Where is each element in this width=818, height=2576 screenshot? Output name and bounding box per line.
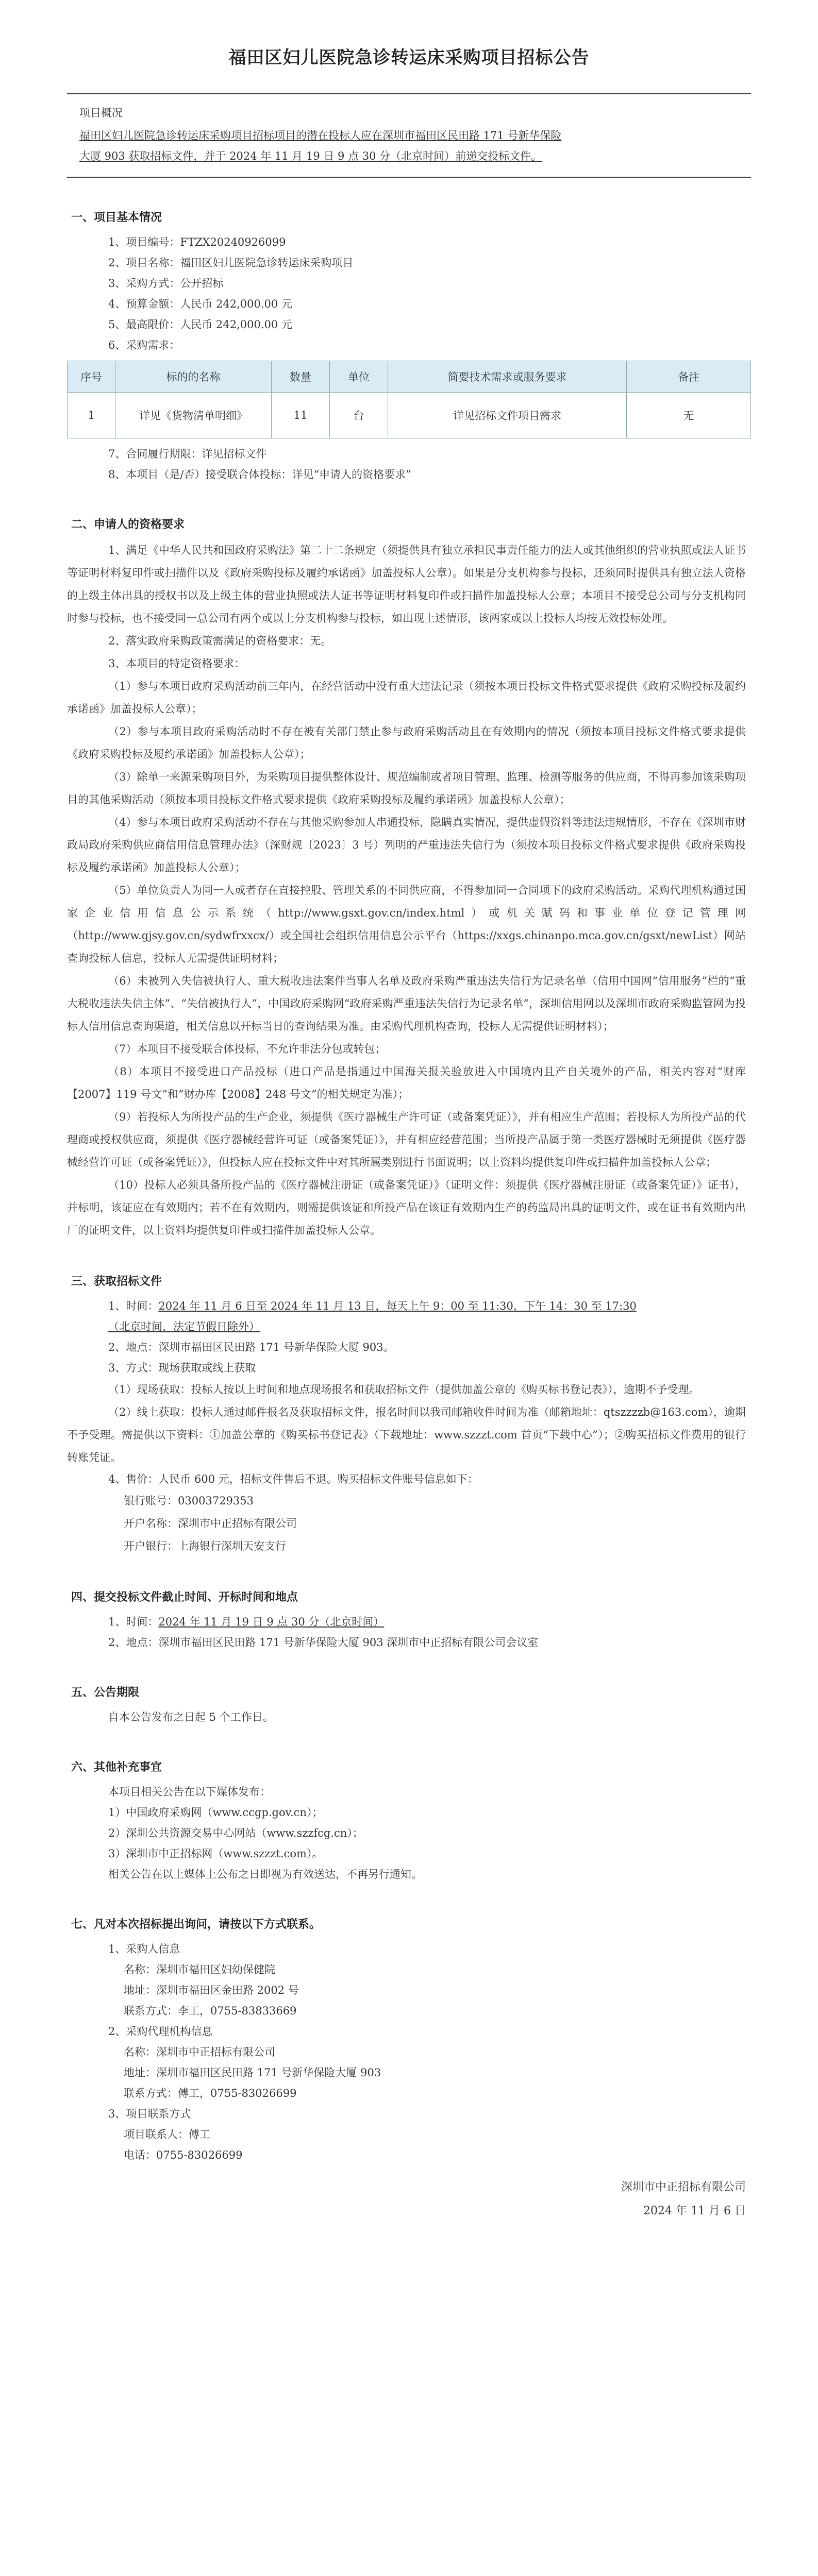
deadline-time (67, 1612, 751, 1632)
media-note: 相关公告在以上媒体上公布之日即视为有效送达，不再另行通知。 (108, 1868, 422, 1880)
agency-name: 名称：深圳市中正招标有限公司 (124, 2046, 275, 2058)
qualification-item-9: （9）若投标人为所投产品的生产企业，须提供《医疗器械生产许可证（或备案凭证）》，并有相应生产范围；若投标人为所投产品的代理商或授权供应商，须提供《医疗器械经营许可证（或备案凭证）》，并有相应经营范围；当所投产品属于第一类医疗器械时无须提供《医疗器械经营许可证（或备案凭证）》，但投标人应在投标文件中对其所属类别进行书面说明；以上资料均提供复印件或扫描件加盖投标人公章； (67, 1111, 746, 1168)
qualification-item-1: （1）参与本项目政府采购活动前三年内，在经营活动中没有重大违法记录（须按本项目投标文件格式要求提供《政府采购投标及履约承诺函》加盖投标人公章）； (67, 680, 746, 715)
qualification-para-1: 1、满足《中华人民共和国政府采购法》第二十二条规定（须提供具有独立承担民事责任能力的法人或其他组织的营业执照或法人证书等证明材料复印件或扫描件以及《政府采购投标及履约承诺函》加盖投标人公章）。如果是分支机构参与投标，还须同时提供具有独立法人资格的上级主体出具的授权书以及上级主体的营业执照或法人证书等证明材料复印件或扫描件加盖投标人公章；本项目不接受总公司与分支机构同时参与投标，也不接受同一总公司有两个或以上分支机构参与投标，如出现上述情形，该两家或以上投标人均按无效投标处理。 (67, 544, 746, 624)
obtain-onsite: （1）现场获取：投标人按以上时间和地点现场报名和获取招标文件（提供加盖公章的《购买标书登记表》），逾期不予受理。 (108, 1383, 700, 1396)
overview-text-b: 大厦 903 获取招标文件，并于 2024 年 11 月 19 日 9 点 30 分（北京时间）前递交投标文件。 (79, 150, 542, 162)
obtain-time-value: 2024 年 11 月 6 日至 2024 年 11 月 13 日，每天上午 9：00 至 11:30，下午 14：30 至 17:30 (158, 1300, 637, 1312)
qualification-item-5: （5）单位负责人为同一人或者存在直接控股、管理关系的不同供应商，不得参加同一合同项下的政府采购活动。采购代理机构通过国家企业信用信息公示系统（http://www.gsxt.gov.cn/index.html）或机关赋码和事业单位登记管理网（http://www.gjsy.gov.cn/sydwfrxxcx/）或全国社会组织信用信息公示平台（https://xxgs.chinanpo.mca.gov.cn/gsxt/newList）网站查询投标人信息，投标人无需提供证明材料； (67, 884, 746, 964)
obtain-method: 3、方式：现场获取或线上获取 (108, 1362, 256, 1374)
table-header-cell: 备注 (627, 361, 751, 393)
section-contact-title: 七、凡对本次招标提出询问，请按以下方式联系。 (71, 1918, 321, 1931)
requirement-table (67, 361, 751, 438)
agency-info-heading: 2、采购代理机构信息 (108, 2025, 213, 2038)
signature-company: 深圳市中正招标有限公司 (621, 2181, 746, 2194)
purchaser-info-heading: 1、采购人信息 (108, 1943, 180, 1955)
qualification-item-8: （8）本项目不接受进口产品投标（进口产品是指通过中国海关报关验放进入中国境内且产自关境外的产品，相关内容对“财库【2007】119 号文”和“财办库【2008】248 号文”的相关规定为准）； (67, 1065, 746, 1100)
obtain-time (67, 1296, 751, 1316)
bank-account-name: 开户名称：深圳市中正招标有限公司 (124, 1517, 297, 1530)
table-cell: 无 (627, 393, 751, 438)
qualification-para-3: 3、本项目的特定资格要求： (108, 657, 245, 670)
media-item-2: 2）深圳公共资源交易中心网站（www.szzfcg.cn）； (108, 1827, 363, 1839)
agency-contact: 联系方式：傅工，0755-83026699 (124, 2087, 297, 2099)
signature-block (67, 2176, 751, 2223)
table-cell: 详见招标文件项目需求 (388, 393, 627, 438)
media-item-1: 1）中国政府采购网（www.ccgp.gov.cn）； (108, 1806, 323, 1819)
table-row (68, 393, 751, 438)
purchaser-name: 名称：深圳市福田区妇幼保健院 (124, 1963, 275, 1976)
max-price: 5、最高限价：人民币 242,000.00 元 (108, 318, 292, 331)
section-notice-period-title: 五、公告期限 (71, 1686, 140, 1699)
bank-account: 银行账号：03003729353 (124, 1495, 254, 1507)
section-deadline-title: 四、提交投标文件截止时间、开标时间和地点 (71, 1590, 298, 1604)
table-header-cell: 数量 (272, 361, 330, 393)
overview-label: 项目概况 (79, 107, 123, 119)
qualification-item-4: （4）参与本项目政府采购活动不存在与其他采购参加人串通投标，隐瞒真实情况，提供虚假资料等违法违规情形，不存在《深圳市财政局政府采购供应商信用信息管理办法》（深财规〔2023〕3 号）列明的严重违法失信行为（须按本项目投标文件格式要求提供《政府采购投标及履约承诺函》加盖投标人公章）； (67, 816, 746, 874)
section-supplementary-title: 六、其他补充事宜 (71, 1760, 162, 1774)
project-name: 2、项目名称：福田区妇儿医院急诊转运床采购项目 (108, 257, 354, 269)
announcement-page (67, 31, 751, 2223)
table-header-cell: 标的的名称 (115, 361, 272, 393)
table-cell: 11 (272, 393, 330, 438)
project-contact-phone: 电话：0755-83026699 (124, 2149, 243, 2161)
obtain-time-label: 1、时间： (108, 1300, 159, 1312)
obtain-online: （2）线上获取：投标人通过邮件报名及获取招标文件，报名时间以我司邮箱收件时间为准（邮箱地址：qtszzzzb@163.com），逾期不予受理。需提供以下资料：①加盖公章的《购买标书登记表》（下载地址：www.szzzt.com 首页“下载中心”）；②购买招标文件费用的银行转账凭证。 (67, 1406, 746, 1464)
agency-address: 地址：深圳市福田区民田路 171 号新华保险大厦 903 (124, 2066, 381, 2079)
deadline-time-label: 1、时间： (108, 1616, 159, 1628)
signature-date: 2024 年 11 月 6 日 (643, 2205, 746, 2217)
obtain-time-note: （北京时间，法定节假日除外） (108, 1320, 260, 1333)
contract-period: 7、合同履行期限：详见招标文件 (108, 448, 267, 460)
obtain-location: 2、地点：深圳市福田区民田路 171 号新华保险大厦 903。 (108, 1341, 394, 1353)
table-header-row (68, 361, 751, 393)
table-cell: 详见《货物清单明细》 (115, 393, 272, 438)
qualification-item-6: （6）未被列入失信被执行人、重大税收违法案件当事人名单及政府采购严重违法失信行为记录名单（信用中国网“信用服务”栏的“重大税收违法失信主体”、“失信被执行人”，中国政府采购网“政府采购严重违法失信行为记录名单”，深圳信用网以及深圳市政府采购监管网为投标人信用信息查询渠道，相关信息以开标当日的查询结果为准。由采购代理机构查询，投标人无需提供证明材料）； (67, 975, 746, 1032)
table-header-cell: 序号 (68, 361, 115, 393)
section-obtain-docs-title: 三、获取招标文件 (71, 1275, 162, 1288)
budget-amount: 4、预算金额：人民币 242,000.00 元 (108, 298, 292, 310)
procurement-method: 3、采购方式：公开招标 (108, 277, 224, 290)
qualification-item-3: （3）除单一来源采购项目外，为采购项目提供整体设计、规范编制或者项目管理、监理、检测等服务的供应商，不得再参加该采购项目的其他采购活动（须按本项目投标文件格式要求提供《政府采购投标及履约承诺函》加盖投标人公章）； (67, 771, 746, 806)
procurement-requirement: 6、采购需求： (108, 339, 180, 351)
project-number: 1、项目编号：FTZX20240926099 (108, 236, 286, 248)
section-qualification-title: 二、申请人的资格要求 (71, 518, 185, 531)
media-item-3: 3）深圳市中正招标网（www.szzzt.com）。 (108, 1848, 323, 1860)
project-contact-heading: 3、项目联系方式 (108, 2108, 191, 2120)
bank-name: 开户银行：上海银行深圳天安支行 (124, 1540, 286, 1552)
document-price: 4、售价：人民币 600 元，招标文件售后不退。购买招标文件账号信息如下： (108, 1473, 478, 1485)
notice-period-text: 自本公告发布之日起 5 个工作日。 (108, 1711, 274, 1723)
section-basic-info-title: 一、项目基本情况 (71, 211, 162, 224)
table-header-cell: 简要技术需求或服务要求 (388, 361, 627, 393)
purchaser-address: 地址：深圳市福田区金田路 2002 号 (124, 1984, 299, 1996)
project-overview (67, 93, 751, 178)
qualification-item-7: （7）本项目不接受联合体投标，不允许非法分包或转包； (108, 1043, 386, 1055)
page-title: 福田区妇儿医院急诊转运床采购项目招标公告 (228, 47, 590, 68)
project-contact-person: 项目联系人：傅工 (124, 2128, 210, 2141)
table-cell: 1 (68, 393, 115, 438)
consortium-bid: 8、本项目（是/否）接受联合体投标：详见“申请人的资格要求” (108, 468, 411, 481)
deadline-location: 2、地点：深圳市福田区民田路 171 号新华保险大厦 903 深圳市中正招标有限公司会议室 (108, 1636, 539, 1649)
overview-text-a: 福田区妇儿医院急诊转运床采购项目招标项目的潜在投标人应在深圳市福田区民田路 171 号新华保险 (79, 129, 562, 142)
purchaser-contact: 联系方式：李工，0755-83833669 (124, 2005, 297, 2017)
deadline-time-value: 2024 年 11 月 19 日 9 点 30 分（北京时间） (158, 1616, 385, 1628)
qualification-para-2: 2、落实政府采购政策需满足的资格要求：无。 (108, 635, 332, 647)
media-intro: 本项目相关公告在以下媒体发布： (108, 1786, 271, 1798)
table-cell: 台 (330, 393, 388, 438)
qualification-item-10: （10）投标人必须具备所投产品的《医疗器械注册证（或备案凭证）》（证明文件：须提供《医疗器械注册证（或备案凭证）》证书），并标明，该证应在有效期内；若不在有效期内，则需提供该证和所投产品在该证有效期内生产的药监局出具的证明文件，或在证书有效期内出厂的证明文件，以上资料均提供复印件或扫描件加盖投标人公章。 (67, 1179, 746, 1236)
table-header-cell: 单位 (330, 361, 388, 393)
qualification-item-2: （2）参与本项目政府采购活动时不存在被有关部门禁止参与政府采购活动且在有效期内的情况（须按本项目投标文件格式要求提供《政府采购投标及履约承诺函》加盖投标人公章）； (67, 725, 746, 760)
